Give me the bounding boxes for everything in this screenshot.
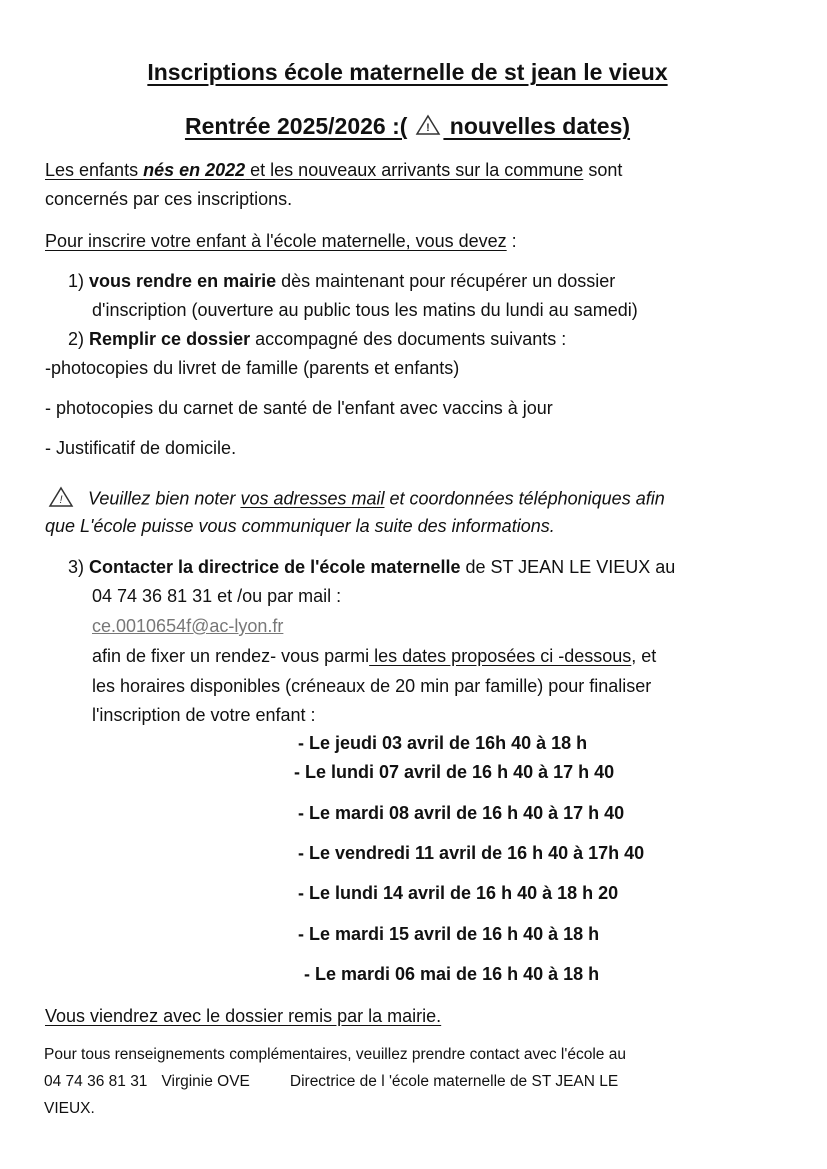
page-title: Inscriptions école maternelle de st jean le vieux (147, 59, 668, 85)
svg-text:!: ! (426, 121, 431, 134)
intro-birth-year: nés en 2022 (143, 160, 246, 180)
intro-line (45, 159, 622, 181)
intro-text-2: et les nouveaux arrivants sur la commune (245, 160, 584, 180)
footer-name: Virginie OVE (161, 1073, 250, 1090)
instructions-colon: : (506, 231, 517, 251)
date-item: - Le vendredi 11 avril de 16 h 40 à 17h 40 (298, 843, 645, 863)
date-item: - Le mardi 15 avril de 16 h 40 à 18 h (298, 924, 600, 944)
step-2 (68, 328, 566, 350)
subtitle-text-2: nouvelles dates) (443, 113, 631, 139)
date-item: - Le mardi 06 mai de 16 h 40 à 18 h (304, 964, 600, 984)
date-item: - Le lundi 07 avril de 16 h 40 à 17 h 40 (294, 762, 615, 782)
notice-text-2: et coordonnées téléphoniques afin (384, 488, 665, 509)
footer-phone: 04 74 36 81 31 (44, 1073, 148, 1090)
date-item: - Le jeudi 03 avril de 16h 40 à 18 h (298, 733, 588, 753)
document-item: - Justificatif de domicile. (45, 438, 237, 458)
step-text: dès maintenant pour récupérer un dossier (276, 271, 616, 291)
subtitle-text: Rentrée 2025/2026 :( (184, 113, 408, 139)
footer-line-3: VIEUX. (44, 1100, 95, 1117)
document-item: -photocopies du livret de famille (parents et enfants) (45, 358, 460, 378)
step-text: de ST JEAN LE VIEUX au (460, 557, 676, 577)
intro-text: Les enfants (45, 160, 144, 180)
step-text: afin de fixer un rendez- vous parmi (92, 646, 370, 666)
step-1-line-2: d'inscription (ouverture au public tous les matins du lundi au samedi) (92, 300, 638, 320)
svg-text:!: ! (59, 494, 63, 506)
warning-icon (48, 486, 74, 513)
step-3-line-5: les horaires disponibles (créneaux de 20 min par famille) pour finaliser (92, 676, 652, 696)
intro-line-2: concernés par ces inscriptions. (45, 189, 293, 209)
step-bold: Contacter la directrice de l'école maternelle (89, 557, 461, 577)
footer-role: Directrice de l 'école maternelle de ST JEAN LE (289, 1073, 619, 1090)
date-item: - Le mardi 08 avril de 16 h 40 à 17 h 40 (298, 803, 625, 823)
step-3 (68, 556, 675, 578)
step-text-2: , et (631, 646, 657, 666)
instructions-heading-text: Pour inscrire votre enfant à l'école maternelle, vous devez (45, 231, 507, 251)
step-3-line-6: l'inscription de votre enfant : (92, 705, 316, 725)
step-bold: vous rendre en mairie (89, 271, 277, 291)
step-bold: Remplir ce dossier (89, 329, 251, 349)
notice-emphasis: vos adresses mail (240, 488, 385, 509)
step-number: 1) (68, 271, 85, 291)
step-3-line-4 (92, 645, 656, 667)
step-emphasis: les dates proposées ci -dessous (369, 646, 632, 666)
step-number: 2) (68, 329, 85, 349)
step-1 (68, 270, 615, 292)
school-phone: 04 74 36 81 31 et /ou par mail : (92, 586, 342, 606)
notice-text: Veuillez bien noter (88, 488, 241, 509)
school-email-link[interactable]: ce.0010654f@ac-lyon.fr (92, 616, 284, 636)
document-item: - photocopies du carnet de santé de l'enfant avec vaccins à jour (45, 398, 553, 418)
closing-note: Vous viendrez avec le dossier remis par la mairie. (45, 1006, 442, 1026)
notice (48, 486, 665, 513)
footer-line-2 (44, 1071, 618, 1093)
notice-line-2: que L'école puisse vous communiquer la suite des informations. (45, 516, 555, 536)
date-item: - Le lundi 14 avril de 16 h 40 à 18 h 20 (298, 883, 619, 903)
page-subtitle (0, 111, 815, 143)
step-number: 3) (68, 557, 85, 577)
warning-icon (415, 113, 441, 143)
instructions-heading (45, 230, 517, 252)
step-text: accompagné des documents suivants : (250, 329, 567, 349)
footer-line-1: Pour tous renseignements complémentaires, veuillez prendre contact avec l'école au (44, 1046, 626, 1063)
intro-text-3: sont (583, 160, 623, 180)
